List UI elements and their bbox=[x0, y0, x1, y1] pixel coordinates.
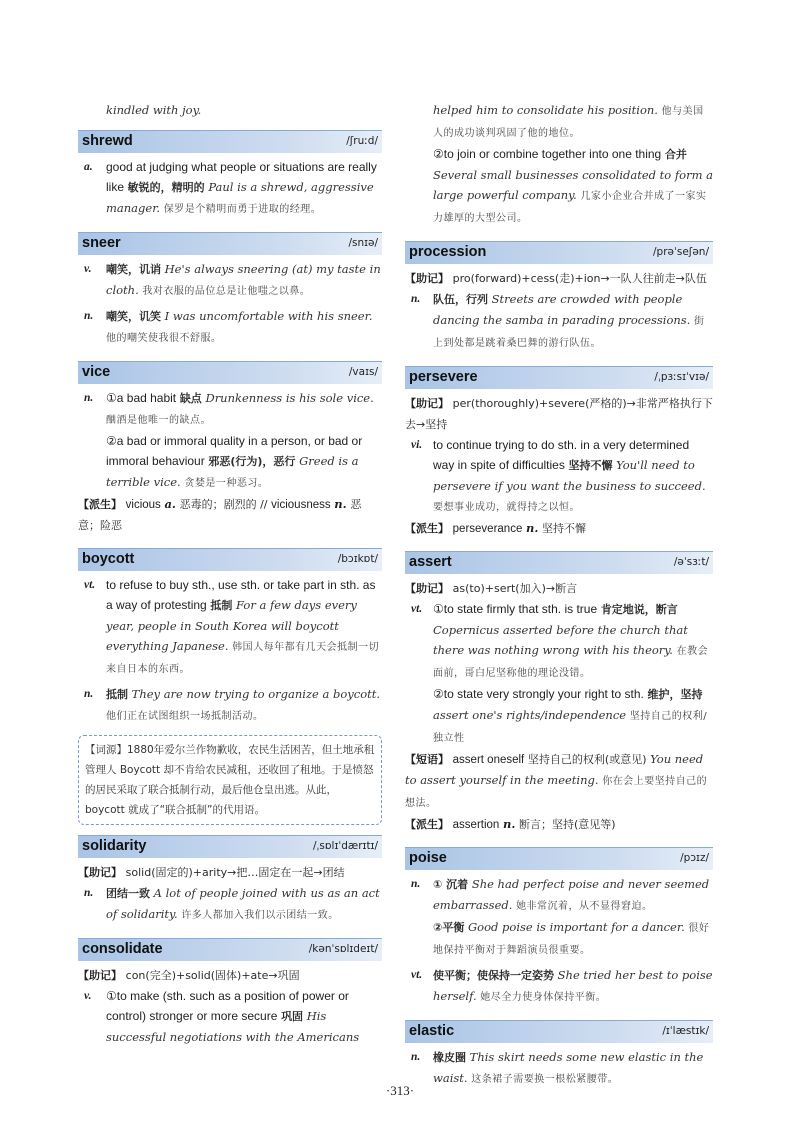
mnemonic-tag: 【助记】 bbox=[78, 969, 122, 982]
entry-header-elastic bbox=[405, 1020, 713, 1043]
part-of-speech: n. bbox=[84, 392, 94, 404]
definition bbox=[78, 388, 382, 494]
mnemonic-text: con(完全)+solid(固体)+ate→巩固 bbox=[125, 969, 300, 982]
right-column bbox=[405, 100, 713, 1090]
derived-meaning: 断言；坚持(意见等) bbox=[519, 818, 616, 831]
example-en: Paul is a shrewd, aggressive manager. bbox=[106, 180, 374, 215]
pronunciation: /ˌsɒlɪˈdærɪtɪ/ bbox=[312, 840, 378, 852]
pronunciation: /vaɪs/ bbox=[348, 366, 378, 378]
entry-header-persevere bbox=[405, 366, 713, 389]
entry-header-consolidate bbox=[78, 938, 382, 961]
mnemonic-text: solid(固定的)+arity→把…固定在一起→团结 bbox=[125, 866, 345, 879]
part-of-speech: vt. bbox=[84, 579, 96, 591]
entry-header-procession bbox=[405, 241, 713, 264]
part-of-speech: n. bbox=[411, 293, 421, 305]
part-of-speech: n. bbox=[334, 497, 347, 511]
definition-zh: 坚持不懈 bbox=[568, 459, 613, 472]
pronunciation: /ɪˈlæstɪk/ bbox=[662, 1025, 709, 1037]
example-zh: 酗酒是他唯一的缺点。 bbox=[106, 415, 211, 426]
example-en: You need to assert yourself in the meeting. bbox=[405, 752, 704, 787]
definition bbox=[78, 259, 382, 302]
mnemonic-tag: 【助记】 bbox=[405, 397, 449, 410]
definition-zh: 抵制 bbox=[106, 688, 128, 701]
mnemonic bbox=[405, 578, 713, 599]
mnemonic-text: pro(forward)+cess(走)+ion→一队人往前走→队伍 bbox=[452, 272, 707, 285]
definition bbox=[78, 157, 382, 220]
part-of-speech: n. bbox=[502, 817, 516, 831]
continuation bbox=[405, 100, 713, 229]
example-zh: 你在会上要坚持自己的想法。 bbox=[405, 776, 708, 809]
part-of-speech: n. bbox=[411, 1051, 421, 1063]
definition-zh: 肯定地说，断言 bbox=[600, 603, 678, 616]
mnemonic bbox=[78, 965, 382, 986]
definition-zh: 维护，坚持 bbox=[647, 688, 703, 701]
example-zh: 韩国人每年都有几天会抵制一切来自日本的东西。 bbox=[106, 642, 380, 675]
page-number: ·313· bbox=[385, 1083, 415, 1098]
example-en: Drunkenness is his sole vice. bbox=[205, 391, 374, 405]
derivation-tag: 【派生】 bbox=[78, 498, 122, 511]
mnemonic bbox=[78, 862, 382, 883]
definition-zh: 嘲笑，讥诮 bbox=[106, 263, 161, 276]
example-en: helped him to consolidate his position. bbox=[433, 103, 658, 117]
definition bbox=[78, 684, 382, 727]
definition bbox=[78, 883, 382, 926]
mnemonic-tag: 【助记】 bbox=[78, 866, 122, 879]
example-en: Good poise is important for a dancer. bbox=[467, 920, 685, 934]
part-of-speech: n. bbox=[411, 878, 421, 890]
pronunciation: /snɪə/ bbox=[348, 237, 378, 249]
definition-zh: 嘲笑，讥笑 bbox=[106, 310, 161, 323]
part-of-speech: vi. bbox=[411, 439, 423, 451]
part-of-speech: n. bbox=[526, 521, 539, 535]
part-of-speech: n. bbox=[84, 887, 94, 899]
definition-en: ①a bad habit bbox=[106, 391, 177, 405]
mnemonic-tag: 【助记】 bbox=[405, 272, 449, 285]
part-of-speech: a. bbox=[84, 161, 93, 173]
example-zh: 街上到处都是跳着桑巴舞的游行队伍。 bbox=[433, 316, 705, 349]
part-of-speech: v. bbox=[84, 263, 92, 275]
derived-word: viciousness bbox=[271, 499, 331, 511]
example-zh: 在教会面前，哥白尼坚称他的理论没错。 bbox=[433, 646, 709, 679]
derivation bbox=[405, 518, 713, 539]
example-zh: 他与美国人的成功谈判巩固了他的地位。 bbox=[433, 106, 704, 139]
phrase-tag: 【短语】 bbox=[405, 753, 449, 766]
headword: poise bbox=[409, 850, 447, 866]
example-zh: 他们正在试图组织一场抵制活动。 bbox=[106, 711, 264, 722]
pronunciation: /ˌpɜːsɪˈvɪə/ bbox=[654, 371, 709, 383]
pronunciation: /pɔɪz/ bbox=[680, 852, 709, 864]
example-en: Greed is a terrible vice. bbox=[106, 454, 359, 489]
definition-zh: 合并 bbox=[664, 148, 687, 161]
example-en: You'll need to persevere if you want the business to succeed. bbox=[433, 458, 706, 493]
headword: sneer bbox=[82, 235, 121, 251]
example-en: His successful negotiations with the Americans bbox=[106, 1009, 360, 1044]
example-zh: 她非常沉着，从不显得窘迫。 bbox=[516, 901, 653, 912]
headword: solidarity bbox=[82, 838, 147, 854]
definition-zh: 敏锐的，精明的 bbox=[127, 181, 205, 194]
example-zh: 许多人都加入我们以示团结一致。 bbox=[181, 910, 339, 921]
headword: shrewd bbox=[82, 133, 133, 149]
example-en: She had perfect poise and never seemed embarrassed. bbox=[433, 877, 710, 912]
example-en: assert one's rights/independence bbox=[433, 708, 627, 722]
example-zh: 很好地保持平衡对于舞蹈演员很重要。 bbox=[433, 923, 710, 956]
definition bbox=[78, 306, 382, 349]
mnemonic bbox=[405, 393, 713, 435]
example-zh: 贪婪是一种恶习。 bbox=[184, 478, 269, 489]
part-of-speech: a. bbox=[164, 497, 176, 511]
definition-en: ②to state very strongly your right to sth. bbox=[433, 687, 644, 701]
example-en: This skirt needs some new elastic in the waist. bbox=[433, 1050, 704, 1085]
example-en: kindled with joy. bbox=[106, 103, 202, 117]
pronunciation: /ʃruːd/ bbox=[346, 135, 378, 147]
pronunciation: /prəˈseʃən/ bbox=[653, 246, 709, 258]
headword: persevere bbox=[409, 369, 478, 385]
definition-zh: 巩固 bbox=[281, 1010, 304, 1023]
entry-header-assert bbox=[405, 551, 713, 574]
definition-zh: ① 沉着 bbox=[433, 878, 469, 891]
mnemonic-tag: 【助记】 bbox=[405, 582, 449, 595]
example-en: Several small businesses consolidated to form a large powerful company. bbox=[433, 168, 713, 202]
headword: elastic bbox=[409, 1023, 455, 1039]
intro-line bbox=[78, 100, 382, 122]
derived-word: assertion bbox=[452, 819, 500, 831]
phrase-text: assert oneself bbox=[452, 754, 525, 766]
entry-header-sneer bbox=[78, 232, 382, 255]
entry-header-boycott bbox=[78, 548, 382, 571]
definition-zh: 团结一致 bbox=[106, 887, 150, 900]
definition-en: ②to join or combine together into one thing bbox=[433, 147, 662, 161]
derived-word: vicious bbox=[125, 499, 161, 511]
example-zh: 这条裙子需要换一根松紧腰带。 bbox=[471, 1074, 619, 1085]
entry-header-vice bbox=[78, 361, 382, 384]
entry-header-shrewd bbox=[78, 130, 382, 153]
definition bbox=[405, 874, 713, 961]
definition-en: ①to state firmly that sth. is true bbox=[433, 602, 598, 616]
definition-zh: 邪恶(行为)，恶行 bbox=[208, 455, 296, 468]
headword: vice bbox=[82, 364, 111, 380]
part-of-speech: vt. bbox=[411, 969, 423, 981]
pronunciation: /kənˈsɒlɪdeɪt/ bbox=[308, 943, 378, 955]
example-zh: 我对衣服的品位总是让他嗤之以鼻。 bbox=[142, 286, 311, 297]
part-of-speech: n. bbox=[84, 688, 94, 700]
mnemonic-text: per(thoroughly)+severe(严格的)→非常严格执行下去→坚持 bbox=[405, 397, 713, 431]
example-en: For a few days every year, people in South Korea will boycott everything Japanese. bbox=[106, 598, 357, 653]
example-en: Streets are crowded with people dancing the samba in parading processions. bbox=[433, 292, 691, 327]
definition-zh: 缺点 bbox=[179, 392, 202, 405]
example-zh: 他的嘲笑使我很不舒服。 bbox=[106, 333, 222, 344]
derived-meaning: 坚持不懈 bbox=[542, 522, 587, 535]
example-zh: 要想事业成功，就得持之以恒。 bbox=[433, 502, 580, 513]
derived-word: perseverance bbox=[452, 523, 523, 535]
definition bbox=[405, 435, 713, 518]
definition-zh: 队伍，行列 bbox=[433, 293, 488, 306]
definition-en: good at judging what people or situations are really like bbox=[106, 160, 377, 194]
derivation-tag: 【派生】 bbox=[405, 522, 449, 535]
example-zh: 几家小企业合并成了一家实力雄厚的大型公司。 bbox=[433, 191, 707, 224]
example-en: Copernicus asserted before the church that there was nothing wrong with his theory. bbox=[433, 623, 688, 657]
entry-header-solidarity bbox=[78, 835, 382, 858]
definition-zh: 使平衡；使保持一定姿势 bbox=[433, 969, 554, 982]
definition-zh: 橡皮圈 bbox=[433, 1051, 466, 1064]
part-of-speech: v. bbox=[84, 990, 92, 1002]
example-zh: 坚持自己的权利/独立性 bbox=[433, 711, 708, 744]
definition bbox=[78, 575, 382, 680]
definition-zh: 抵制 bbox=[210, 599, 233, 612]
definition-en: ①to make (sth. such as a position of power or control) stronger or more secure bbox=[106, 989, 349, 1023]
headword: boycott bbox=[82, 551, 135, 567]
example-en: He's always sneering (at) my taste in cloth. bbox=[106, 262, 381, 297]
pronunciation: /bɔɪkɒt/ bbox=[337, 553, 378, 565]
example-en: They are now trying to organize a boycott. bbox=[131, 687, 381, 701]
example-en: She tried her best to poise herself. bbox=[433, 968, 713, 1003]
derivation bbox=[405, 814, 713, 835]
derived-meaning: 恶意；险恶 bbox=[78, 498, 362, 532]
part-of-speech: vt. bbox=[411, 603, 423, 615]
headword: consolidate bbox=[82, 941, 163, 957]
mnemonic-text: as(to)+sert(加入)→断言 bbox=[452, 582, 578, 595]
phrase bbox=[405, 749, 713, 814]
definition-en: ②a bad or immoral quality in a person, or bad or immoral behaviour bbox=[106, 434, 363, 468]
example-en: A lot of people joined with us as an act of solidarity. bbox=[106, 886, 380, 921]
headword: procession bbox=[409, 244, 487, 260]
mnemonic bbox=[405, 268, 713, 289]
definition bbox=[405, 599, 713, 749]
example-en: I was uncomfortable with his sneer. bbox=[164, 309, 373, 323]
example-zh: 保罗是个精明而勇于进取的经理。 bbox=[163, 204, 322, 215]
definition-zh: ②平衡 bbox=[433, 921, 465, 934]
entry-header-poise bbox=[405, 847, 713, 870]
example-zh: 她尽全力使身体保持平衡。 bbox=[480, 992, 607, 1003]
etymology-note: 【词源】1880年爱尔兰作物歉收，农民生活困苦，但土地承租管理人 Boycott 却不肯给农民减租，还收回了租地。于是愤怒的居民采取了联合抵制行动，最后他仓皇出逃。从此，boycott 就成了“联合抵制”的代用语。 bbox=[78, 735, 382, 825]
derived-meaning: 恶毒的；剧烈的 // bbox=[179, 498, 268, 511]
definition bbox=[78, 986, 382, 1047]
definition bbox=[405, 289, 713, 354]
definition-en: to refuse to buy sth., use sth. or take part in sth. as a way of protesting bbox=[106, 578, 376, 612]
headword: assert bbox=[409, 554, 452, 570]
derivation bbox=[78, 494, 382, 536]
part-of-speech: n. bbox=[84, 310, 94, 322]
derivation-tag: 【派生】 bbox=[405, 818, 449, 831]
left-column bbox=[78, 100, 382, 1047]
pronunciation: /əˈsɜːt/ bbox=[673, 556, 709, 568]
definition-en: to continue trying to do sth. in a very determined way in spite of difficulties bbox=[433, 438, 690, 472]
definition bbox=[405, 965, 713, 1008]
phrase-meaning: 坚持自己的权利(或意见) bbox=[527, 753, 647, 766]
